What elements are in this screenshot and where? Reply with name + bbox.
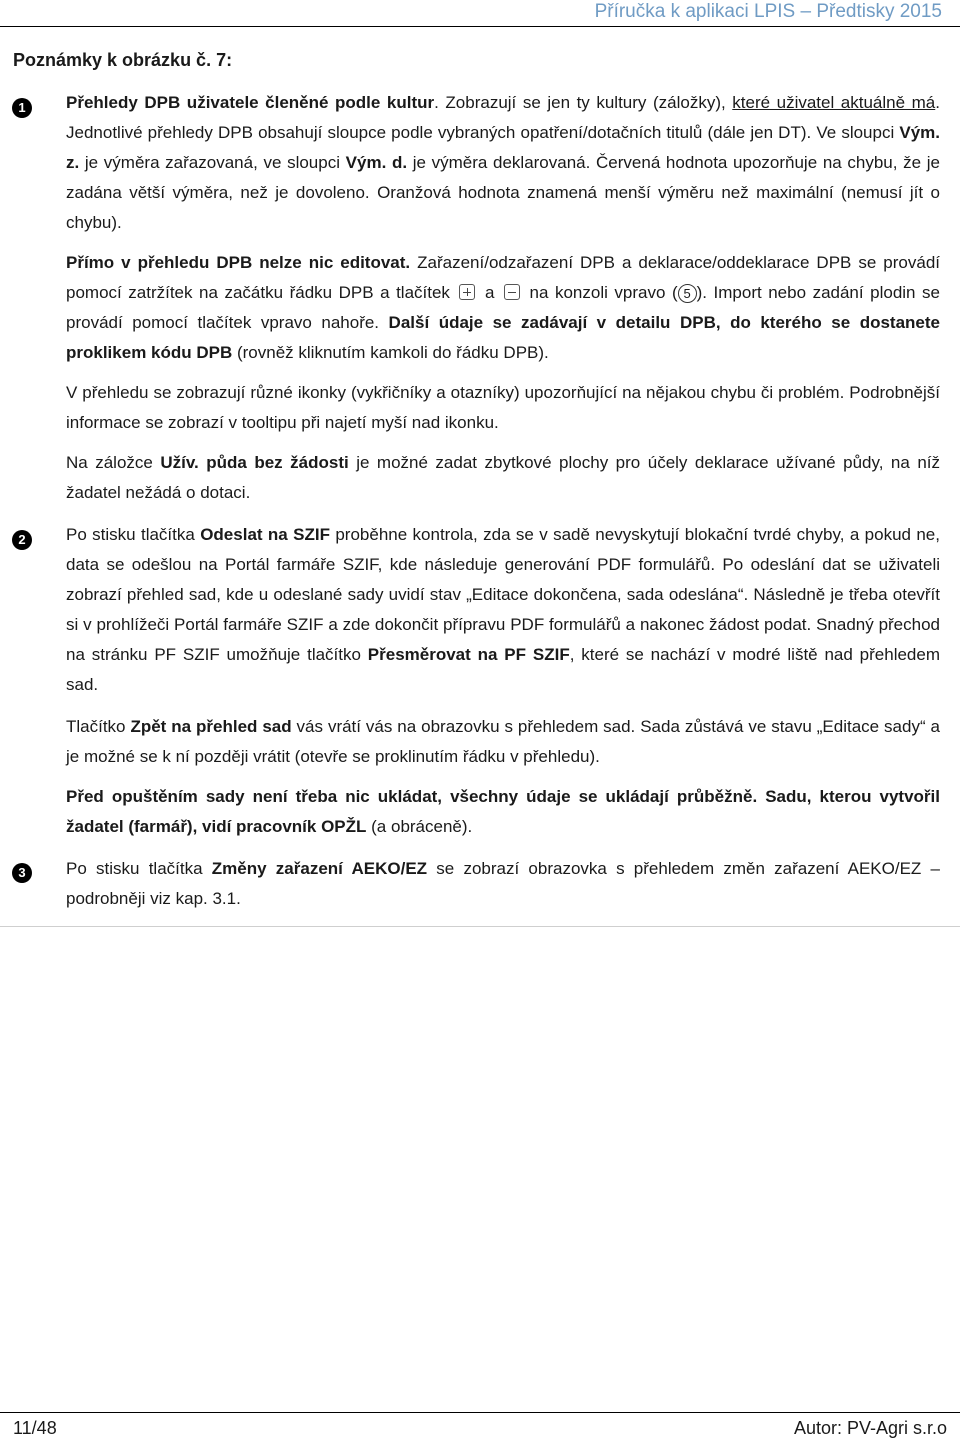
text-run: Vým. z. — [66, 123, 940, 172]
minus-box-icon — [504, 284, 520, 300]
text-run: se zobrazí obrazovka s přehledem změn zařazení AEKO/EZ – podrobněji viz kap. 3.1. — [66, 859, 940, 908]
text-run: proběhne kontrola, zda se v sadě nevyskytují blokační tvrdé chyby, a pokud ne, data se odešlou na Portál farmáře SZIF, kde následuje generování PDF formulářů. Po odeslání dat se uživateli zobrazí přehled sad, kde u odeslané sady uvidí stav „Editace dokončena, sada odeslána“. Následně je třeba otevřít si v prohlížeči Portál farmáře SZIF a zde dokončit přípravu PDF formulářů a nakonec žádost podat. Snadný přechod na stránku PF SZIF umožňuje tlačítko — [66, 525, 940, 664]
text-run: ). Import nebo zadání plodin se provádí pomocí tlačítek vpravo nahoře. — [66, 283, 940, 332]
text-run: Zařazení/odzařazení DPB a deklarace/oddeklarace DPB se provádí pomocí zatržítek na začátku řádku DPB a tlačítek — [66, 253, 940, 302]
note-1-paragraph-4 — [66, 448, 940, 508]
note-2-paragraph-1 — [66, 520, 940, 700]
note-3-paragraph-1 — [66, 854, 940, 914]
note-1-paragraph-3: V přehledu se zobrazují různé ikonky (vykřičníky a otazníky) upozorňující na nějakou chybu či problém. Podrobnější informace se zobrazí v tooltipu při najetí myší nad ikonku. — [66, 383, 940, 432]
text-run: Další údaje se zadávají v detailu DPB, do kterého se dostanete proklikem kódu DPB — [66, 313, 940, 362]
text-run: (a obráceně). — [366, 817, 473, 836]
header-title: Příručka k aplikaci LPIS – Předtisky 2015 — [594, 1, 942, 22]
text-run: (rovněž kliknutím kamkoli do řádku DPB). — [232, 343, 549, 362]
text-run: Vým. d. — [345, 153, 408, 172]
notes-title: Poznámky k obrázku č. 7: — [13, 50, 233, 70]
text-run: Přesměrovat na PF SZIF — [367, 645, 570, 664]
text-run: a — [485, 283, 495, 302]
text-run: Přímo v přehledu DPB nelze nic editovat. — [66, 253, 411, 272]
text-run: na konzoli vpravo ( — [529, 283, 678, 302]
text-run: Před opuštěním sady není třeba nic ukládat, všechny údaje se ukládají průběžně. Sadu, kterou vytvořil žadatel (farmář), vidí pracovník OPŽL — [66, 787, 940, 836]
text-run: Na záložce — [66, 453, 161, 472]
section-divider — [0, 926, 960, 927]
text-run: které uživatel aktuálně má — [732, 93, 936, 112]
text-run: , které se nachází v modré liště nad přehledem sad. — [66, 645, 940, 694]
note-1-paragraph-2 — [66, 248, 940, 368]
note-2-paragraph-2 — [66, 712, 940, 772]
text-run: Změny zařazení AEKO/EZ — [211, 859, 428, 878]
text-run: vás vrátí vás na obrazovku s přehledem sad. Sada zůstává ve stavu „Editace sady“ a je možné se k ní později vrátit (otevře se proklinutím řádku v přehledu). — [66, 717, 940, 766]
text-run: Zpět na přehled sad — [130, 717, 292, 736]
note-2-paragraph-3 — [66, 782, 940, 842]
text-run: je výměra deklarovaná. Červená hodnota upozorňuje na chybu, že je zadána větší výměra, než je dovoleno. Oranžová hodnota znamená menší výměru než maximální (nemusí jít o chybu). — [66, 153, 940, 232]
text-run: Užív. půda bez žádosti — [160, 453, 349, 472]
note-marker-3: 3 — [12, 863, 32, 883]
header-rule — [0, 26, 960, 27]
note-marker-2: 2 — [12, 530, 32, 550]
text-run: je možné zadat zbytkové plochy pro účely deklarace užívané půdy, na níž žadatel nežádá o dotaci. — [66, 453, 940, 502]
text-run: Po stisku tlačítka — [66, 525, 201, 544]
footer-author: Autor: PV-Agri s.r.o — [793, 1418, 947, 1438]
plus-box-icon — [459, 284, 475, 300]
page-number: 11/48 — [13, 1418, 57, 1438]
text-run: Po stisku tlačítka — [66, 859, 212, 878]
text-run: Přehledy DPB uživatele členěné podle kultur — [66, 93, 435, 112]
text-run: je výměra zařazovaná, ve sloupci — [79, 153, 346, 172]
circled-number-icon: 5 — [678, 284, 697, 303]
text-run: Tlačítko — [66, 717, 131, 736]
footer-rule — [0, 1412, 960, 1413]
text-run: . Jednotlivé přehledy DPB obsahují sloupce podle vybraných opatření/dotačních titulů (dále jen DT). Ve sloupci — [66, 93, 940, 142]
note-marker-1: 1 — [12, 98, 32, 118]
note-1-paragraph-1 — [66, 88, 940, 238]
text-run: . Zobrazují se jen ty kultury (záložky), — [434, 93, 733, 112]
text-run: Odeslat na SZIF — [200, 525, 330, 544]
